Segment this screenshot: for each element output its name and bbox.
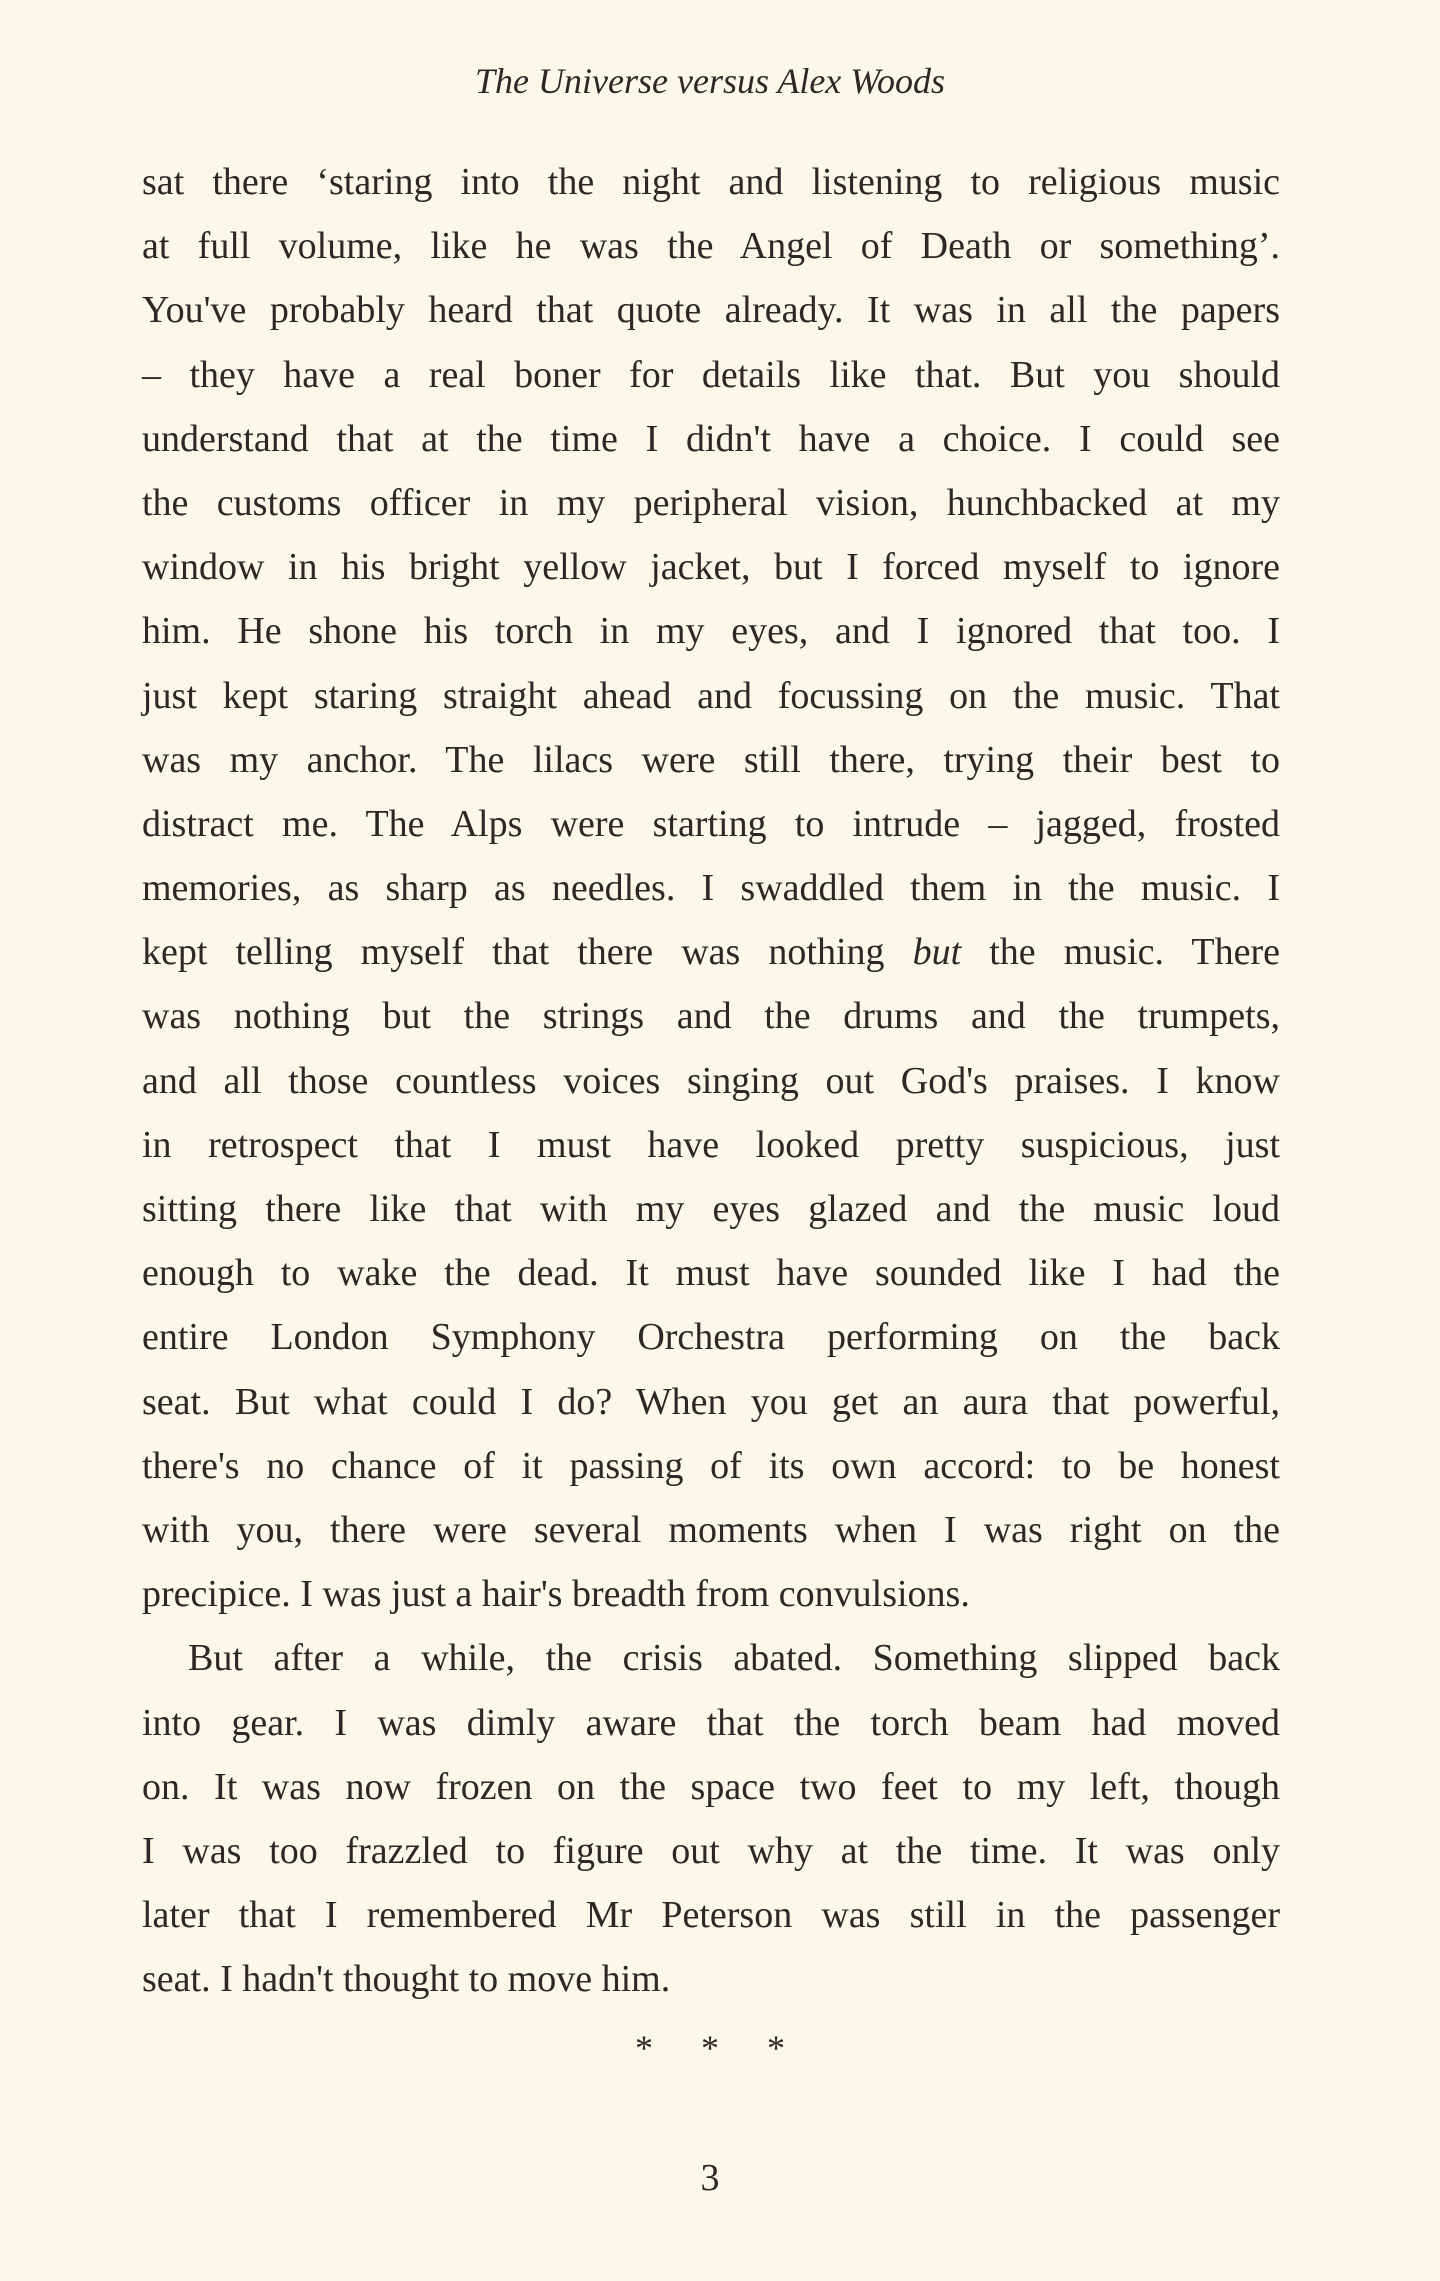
emphasized-word: but: [912, 931, 962, 974]
text-line: on. It was now frozen on the space two feet to my left, though: [142, 1765, 1280, 1808]
text-line: [142, 920, 1280, 984]
text-line: enough to wake the dead. It must have sounded like I had the: [142, 1252, 1280, 1295]
text-line: him. He shone his torch in my eyes, and I ignored that too. I: [142, 610, 1280, 653]
body-text: [142, 150, 1280, 2011]
text-line: later that I remembered Mr Peterson was still in the passenger: [142, 1894, 1280, 1937]
text-line: in retrospect that I must have looked pretty suspicious, just: [142, 1123, 1280, 1166]
text-line: was nothing but the strings and the drums and the trumpets,: [142, 995, 1280, 1038]
running-head: The Universe versus Alex Woods: [475, 61, 945, 101]
text-line: entire London Symphony Orchestra performing on the back: [142, 1316, 1280, 1359]
text-line: sitting there like that with my eyes glazed and the music loud: [142, 1188, 1280, 1230]
text-line: – they have a real boner for details like that. But you should: [142, 353, 1280, 396]
text-line: into gear. I was dimly aware that the torch beam had moved: [142, 1701, 1280, 1744]
text-line: the customs officer in my peripheral vision, hunchbacked at my: [142, 481, 1280, 524]
text-line: there's no chance of it passing of its own accord: to be honest: [142, 1444, 1280, 1487]
text-line: distract me. The Alps were starting to intrude – jagged, frosted: [142, 802, 1280, 845]
asterisk: *: [635, 2028, 653, 2068]
text-line: with you, there were several moments when I was right on the: [142, 1508, 1280, 1551]
section-break: [0, 2028, 1420, 2068]
text-line: and all those countless voices singing out God's praises. I know: [142, 1059, 1280, 1102]
text-span: kept telling myself that there was nothing: [142, 931, 913, 974]
text-line: seat. I hadn't thought to move him.: [142, 1958, 671, 2001]
text-line: memories, as sharp as needles. I swaddled them in the music. I: [142, 867, 1280, 910]
text-line: sat there ‘staring into the night and listening to religious music: [142, 161, 1280, 203]
text-line: understand that at the time I didn't have a choice. I could see: [142, 417, 1280, 460]
text-line: at full volume, like he was the Angel of Death or something’.: [142, 225, 1280, 268]
page-number: 3: [700, 2157, 720, 2199]
text-line: But after a while, the crisis abated. Something slipped back: [188, 1637, 1280, 1680]
text-line: window in his bright yellow jacket, but I forced myself to ignore: [142, 546, 1280, 589]
text-line: I was too frazzled to figure out why at the time. It was only: [142, 1829, 1280, 1872]
asterisk: *: [701, 2028, 719, 2068]
asterisk: *: [767, 2028, 785, 2068]
text-line: just kept staring straight ahead and focussing on the music. That: [142, 674, 1280, 717]
text-line: You've probably heard that quote already. It was in all the papers: [142, 289, 1280, 332]
text-line: was my anchor. The lilacs were still there, trying their best to: [142, 738, 1280, 781]
text-line: precipice. I was just a hair's breadth from convulsions.: [142, 1573, 970, 1616]
text-line: seat. But what could I do? When you get an aura that powerful,: [142, 1380, 1280, 1423]
text-span: the music. There: [961, 931, 1280, 974]
